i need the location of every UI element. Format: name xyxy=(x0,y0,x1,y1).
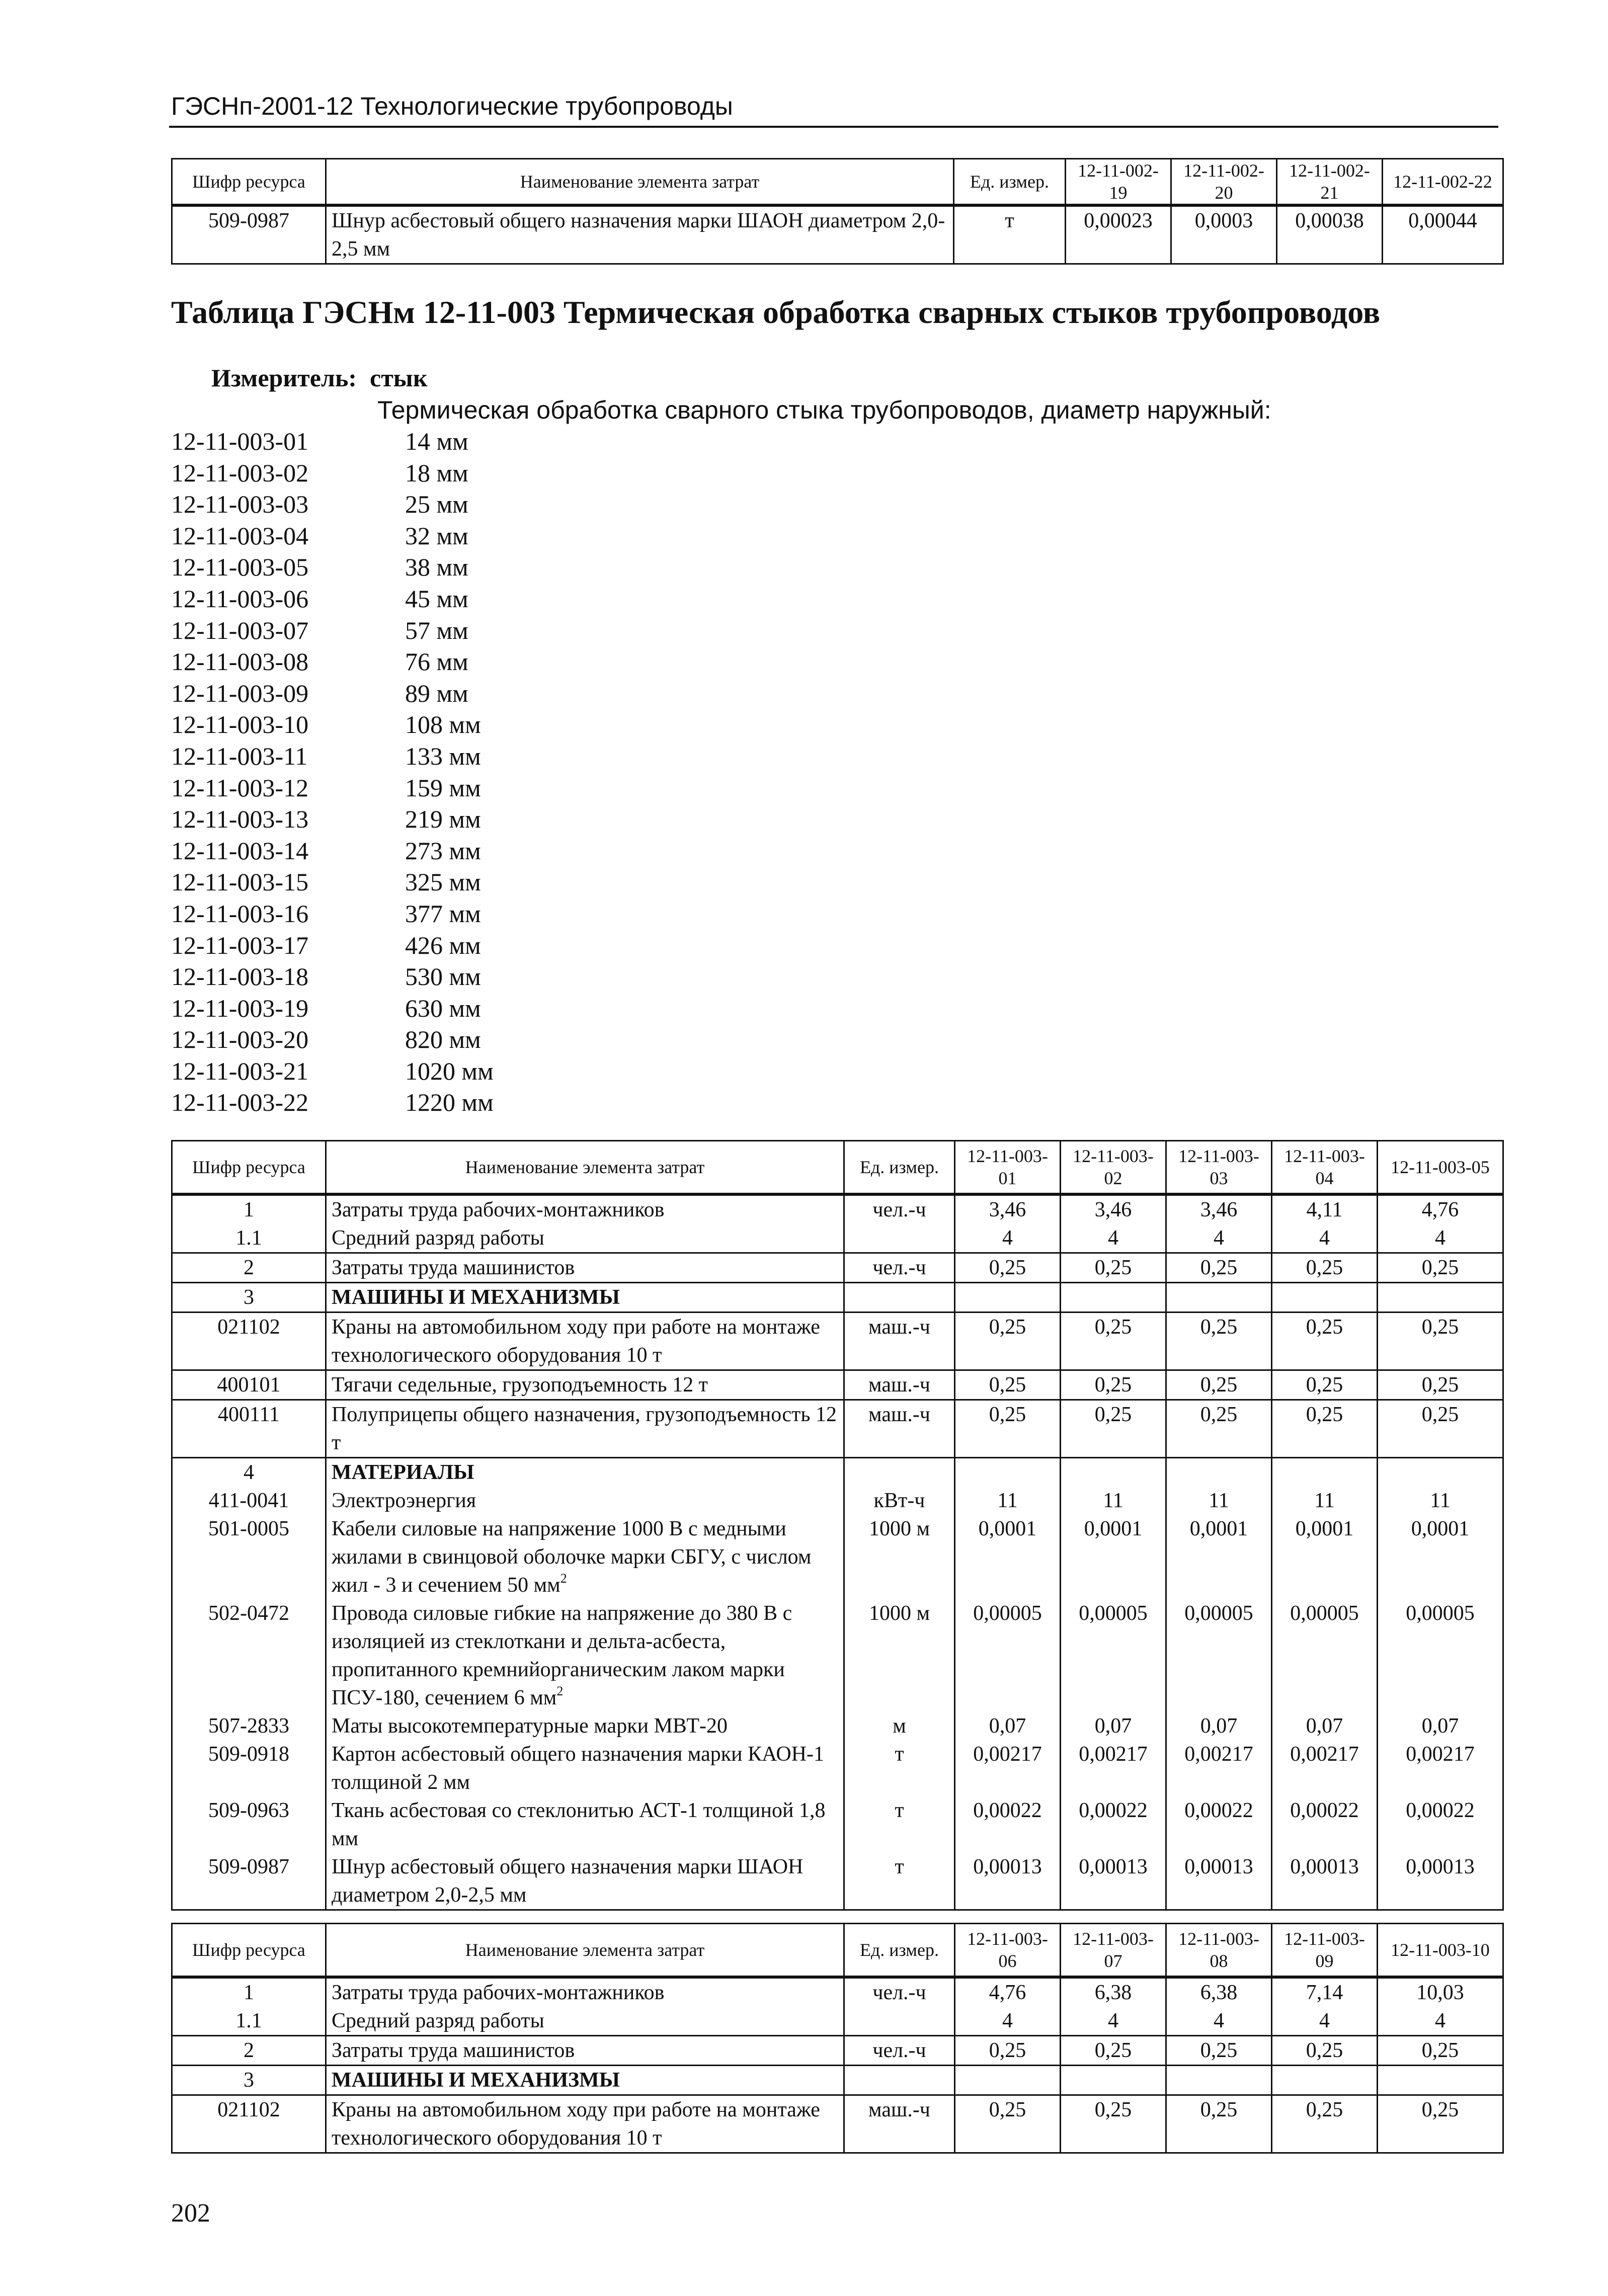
resource-code: 021102 xyxy=(172,1312,326,1370)
column-header-code: Шифр ресурса xyxy=(172,159,326,206)
norm-value: 0,07 xyxy=(955,1712,1061,1740)
resource-name: Средний разряд работы xyxy=(326,2007,844,2036)
norm-code-row xyxy=(171,426,494,457)
work-description: Термическая обработка сварного стыка трубопроводов, диаметр наружный: xyxy=(377,396,1271,424)
column-header-norm: 12-11-003-06 xyxy=(955,1924,1061,1977)
resource-unit xyxy=(844,1224,955,1253)
table-row xyxy=(172,1853,1503,1910)
norm-code-row xyxy=(171,646,494,678)
norm-value: 0,25 xyxy=(1061,2035,1166,2065)
norm-value: 0,00005 xyxy=(1272,1599,1378,1712)
norm-code-row xyxy=(171,772,494,804)
norm-value: 0,0003 xyxy=(1171,205,1277,264)
norm-value xyxy=(1378,1457,1503,1487)
norm-code: 12-11-003-02 xyxy=(171,458,309,487)
norm-value: 0,0001 xyxy=(1061,1515,1166,1599)
norm-value: 4 xyxy=(1272,1224,1378,1253)
resource-name: Затраты труда машинистов xyxy=(326,1253,844,1282)
norm-value: 0,00005 xyxy=(1061,1599,1166,1712)
column-header-norm: 12-11-003-04 xyxy=(1272,1141,1378,1194)
resource-name: Электроэнергия xyxy=(326,1487,844,1515)
norm-value: 0,00022 xyxy=(1272,1796,1378,1853)
column-header-name: Наименование элемента затрат xyxy=(326,1141,844,1194)
norm-value: 0,0001 xyxy=(1378,1515,1503,1599)
norm-value: 0,25 xyxy=(1166,1312,1272,1370)
norm-value: 0,00013 xyxy=(1378,1853,1503,1910)
norm-value: 0,07 xyxy=(1272,1712,1378,1740)
norm-code-row xyxy=(171,930,494,961)
norm-code-row xyxy=(171,457,494,489)
norm-code-row xyxy=(171,583,494,615)
table-row xyxy=(172,1515,1503,1599)
table-row xyxy=(172,1796,1503,1853)
norm-value: 0,00217 xyxy=(1378,1740,1503,1796)
resource-unit: т xyxy=(954,205,1066,264)
pipe-diameter: 89 мм xyxy=(405,679,468,707)
norm-value: 0,00013 xyxy=(1166,1853,1272,1910)
table-row xyxy=(172,2007,1503,2036)
norm-value: 0,00005 xyxy=(955,1599,1061,1712)
pipe-diameter: 219 мм xyxy=(405,805,481,834)
pipe-diameter: 108 мм xyxy=(405,710,481,739)
norm-value: 0,00044 xyxy=(1383,205,1503,264)
column-header-code: Шифр ресурса xyxy=(172,1141,326,1194)
norm-value: 6,38 xyxy=(1166,1977,1272,2007)
resource-unit: т xyxy=(844,1796,955,1853)
resource-name xyxy=(326,1515,844,1599)
norm-value: 3,46 xyxy=(1166,1194,1272,1224)
norm-value: 4 xyxy=(955,1224,1061,1253)
norm-value: 0,25 xyxy=(1378,1400,1503,1457)
column-header-norm: 12-11-003-07 xyxy=(1061,1924,1166,1977)
column-header-code: Шифр ресурса xyxy=(172,1924,326,1977)
resource-name xyxy=(326,1599,844,1712)
norm-value: 3,46 xyxy=(955,1194,1061,1224)
norm-value: 0,25 xyxy=(1378,1312,1503,1370)
resource-code: 509-0987 xyxy=(172,1853,326,1910)
column-header-unit: Ед. измер. xyxy=(954,159,1066,206)
norm-value xyxy=(955,2065,1061,2095)
norm-code-row xyxy=(171,741,494,772)
table-row xyxy=(172,1977,1503,2007)
resource-unit: 1000 м xyxy=(844,1599,955,1712)
norm-value: 0,0001 xyxy=(955,1515,1061,1599)
resource-code: 411-0041 xyxy=(172,1487,326,1515)
norm-value: 4 xyxy=(1378,1224,1503,1253)
norm-code-row xyxy=(171,835,494,867)
norm-value: 0,25 xyxy=(955,1253,1061,1282)
resource-name: Средний разряд работы xyxy=(326,1224,844,1253)
pipe-diameter: 325 мм xyxy=(405,868,481,896)
norm-value xyxy=(1166,2065,1272,2095)
norm-code: 12-11-003-19 xyxy=(171,994,309,1022)
norm-value xyxy=(955,1457,1061,1487)
resource-name: Шнур асбестовый общего назначения марки ШАОН диаметром 2,0-2,5 мм xyxy=(326,205,954,264)
table-row xyxy=(172,1194,1503,1224)
norm-value: 4 xyxy=(1166,1224,1272,1253)
resource-code: 1 xyxy=(172,1194,326,1224)
norm-value: 0,25 xyxy=(1061,2095,1166,2153)
pipe-diameter: 32 мм xyxy=(405,521,468,550)
resource-name-text: Кабели силовые на напряжение 1000 В с медными жилами в свинцовой оболочке марки СБГУ, с числом жил - 3 и сечением 50 мм xyxy=(332,1517,812,1597)
column-header-name: Наименование элемента затрат xyxy=(326,1924,844,1977)
norm-value: 0,00038 xyxy=(1277,205,1383,264)
norm-value: 0,0001 xyxy=(1166,1515,1272,1599)
norm-code-row xyxy=(171,1055,494,1087)
resource-code: 509-0987 xyxy=(172,205,326,264)
top-norm-table xyxy=(171,158,1504,265)
section-heading: МАТЕРИАЛЫ xyxy=(326,1457,844,1487)
norm-value: 0,25 xyxy=(1378,1370,1503,1400)
superscript: 2 xyxy=(556,1683,564,1698)
resource-name-text: Провода силовые гибкие на напряжение до 380 В с изоляцией из стеклоткани и дельта-асбеста, пропитанного кремнийорганическим лаком марки ПСУ-180, сечением 6 мм xyxy=(332,1601,792,1709)
norm-code-row xyxy=(171,1087,494,1118)
norm-value: 0,25 xyxy=(1166,1253,1272,1282)
column-header-unit: Ед. измер. xyxy=(844,1924,955,1977)
column-header-name: Наименование элемента затрат xyxy=(326,159,954,206)
norm-value: 11 xyxy=(1378,1487,1503,1515)
norm-value: 0,00013 xyxy=(1061,1853,1166,1910)
norm-code-row xyxy=(171,488,494,520)
norm-value xyxy=(1166,1282,1272,1312)
resource-code: 509-0918 xyxy=(172,1740,326,1796)
norm-value: 0,25 xyxy=(1272,1370,1378,1400)
norm-value: 0,00217 xyxy=(1166,1740,1272,1796)
norm-value: 0,00013 xyxy=(955,1853,1061,1910)
norm-value: 0,00023 xyxy=(1066,205,1171,264)
resource-unit: м xyxy=(844,1712,955,1740)
table-row xyxy=(172,1282,1503,1312)
norm-value: 0,07 xyxy=(1061,1712,1166,1740)
norm-value xyxy=(955,1282,1061,1312)
norm-value xyxy=(1378,2065,1503,2095)
section-heading: МАШИНЫ И МЕХАНИЗМЫ xyxy=(326,1282,844,1312)
column-header-norm: 12-11-002-22 xyxy=(1383,159,1503,206)
norm-value: 0,00005 xyxy=(1378,1599,1503,1712)
resource-unit xyxy=(844,2007,955,2036)
norm-value: 0,25 xyxy=(1272,1400,1378,1457)
norm-code-row xyxy=(171,520,494,552)
norm-value: 4 xyxy=(1166,2007,1272,2036)
norm-value: 0,0001 xyxy=(1272,1515,1378,1599)
norm-value: 0,25 xyxy=(1272,1253,1378,1282)
norm-value: 0,00022 xyxy=(1166,1796,1272,1853)
norm-value: 0,00217 xyxy=(955,1740,1061,1796)
resource-unit: маш.-ч xyxy=(844,1400,955,1457)
column-header-norm: 12-11-003-01 xyxy=(955,1141,1061,1194)
superscript: 2 xyxy=(560,1571,567,1586)
table-row xyxy=(172,1224,1503,1253)
resource-unit: маш.-ч xyxy=(844,2095,955,2153)
norm-value: 0,25 xyxy=(1166,1370,1272,1400)
resource-name: Тягачи седельные, грузоподъемность 12 т xyxy=(326,1370,844,1400)
norm-code: 12-11-003-17 xyxy=(171,931,309,959)
norm-value: 4,11 xyxy=(1272,1194,1378,1224)
column-header-norm: 12-11-003-02 xyxy=(1061,1141,1166,1194)
table-row xyxy=(172,1712,1503,1740)
resource-unit xyxy=(844,1282,955,1312)
norm-value: 11 xyxy=(1272,1487,1378,1515)
norm-code-row xyxy=(171,961,494,993)
resource-code: 507-2833 xyxy=(172,1712,326,1740)
norm-code: 12-11-003-07 xyxy=(171,616,309,644)
resource-code: 2 xyxy=(172,1253,326,1282)
pipe-diameter: 57 мм xyxy=(405,616,468,644)
resource-code: 1.1 xyxy=(172,2007,326,2036)
header-rule xyxy=(169,126,1498,128)
norm-value: 0,00022 xyxy=(1378,1796,1503,1853)
resource-unit: маш.-ч xyxy=(844,1370,955,1400)
page-number: 202 xyxy=(171,2199,210,2228)
resource-name: Затраты труда рабочих-монтажников xyxy=(326,1977,844,2007)
table-title: Таблица ГЭСНм 12-11-003 Термическая обработка сварных стыков трубопроводов xyxy=(171,294,1381,330)
resource-unit xyxy=(844,1457,955,1487)
norm-code: 12-11-003-08 xyxy=(171,647,309,676)
resource-code: 400101 xyxy=(172,1370,326,1400)
norm-value: 11 xyxy=(1061,1487,1166,1515)
norm-code-row xyxy=(171,551,494,583)
norm-value: 10,03 xyxy=(1378,1977,1503,2007)
resource-unit: чел.-ч xyxy=(844,1253,955,1282)
norm-value: 11 xyxy=(955,1487,1061,1515)
norm-value: 0,00022 xyxy=(1061,1796,1166,1853)
norm-value: 0,25 xyxy=(1166,2035,1272,2065)
resource-code: 3 xyxy=(172,2065,326,2095)
norm-value: 0,25 xyxy=(1061,1370,1166,1400)
norm-code: 12-11-003-16 xyxy=(171,899,309,928)
norm-code: 12-11-003-05 xyxy=(171,553,309,582)
pipe-diameter: 133 мм xyxy=(405,742,481,770)
resource-unit: маш.-ч xyxy=(844,1312,955,1370)
norm-code-row xyxy=(171,803,494,835)
norm-value: 0,25 xyxy=(1272,1312,1378,1370)
resource-unit: чел.-ч xyxy=(844,1977,955,2007)
column-header-norm: 12-11-003-03 xyxy=(1166,1141,1272,1194)
norm-code-row xyxy=(171,678,494,709)
resource-name: Полуприцепы общего назначения, грузоподъемность 12 т xyxy=(326,1400,844,1457)
norm-code-list xyxy=(171,426,494,1118)
resource-name: Шнур асбестовый общего назначения марки ШАОН диаметром 2,0-2,5 мм xyxy=(326,1853,844,1910)
pipe-diameter: 273 мм xyxy=(405,836,481,865)
resource-unit: т xyxy=(844,1853,955,1910)
resource-code: 021102 xyxy=(172,2095,326,2153)
norm-code-row xyxy=(171,1024,494,1055)
resource-code: 501-0005 xyxy=(172,1515,326,1599)
column-header-norm: 12-11-003-10 xyxy=(1378,1924,1503,1977)
norm-value: 0,00013 xyxy=(1272,1853,1378,1910)
resource-name: Маты высокотемпературные марки МВТ-20 xyxy=(326,1712,844,1740)
resource-code: 502-0472 xyxy=(172,1599,326,1712)
resource-code: 1 xyxy=(172,1977,326,2007)
pipe-diameter: 820 мм xyxy=(405,1025,481,1054)
norm-value: 0,25 xyxy=(955,1400,1061,1457)
norm-value: 0,25 xyxy=(955,2095,1061,2153)
column-header-norm: 12-11-002-19 xyxy=(1066,159,1171,206)
resource-name: Краны на автомобильном ходу при работе на монтаже технологического оборудования 10 т xyxy=(326,2095,844,2153)
meter-value: стык xyxy=(370,364,428,392)
table-row xyxy=(172,1400,1503,1457)
resource-unit: кВт-ч xyxy=(844,1487,955,1515)
column-header-norm: 12-11-003-05 xyxy=(1378,1141,1503,1194)
norm-value xyxy=(1061,2065,1166,2095)
norm-code: 12-11-003-11 xyxy=(171,742,308,770)
norm-value: 4,76 xyxy=(955,1977,1061,2007)
norm-value xyxy=(1061,1282,1166,1312)
norm-value xyxy=(1272,1282,1378,1312)
pipe-diameter: 18 мм xyxy=(405,458,468,487)
norm-code: 12-11-003-12 xyxy=(171,773,309,802)
resource-name: Картон асбестовый общего назначения марки КАОН-1 толщиной 2 мм xyxy=(326,1740,844,1796)
norm-value: 3,46 xyxy=(1061,1194,1166,1224)
norm-code: 12-11-003-14 xyxy=(171,836,309,865)
norm-code: 12-11-003-06 xyxy=(171,584,309,613)
norm-value: 4 xyxy=(1061,2007,1166,2036)
resource-code: 2 xyxy=(172,2035,326,2065)
pipe-diameter: 25 мм xyxy=(405,490,468,519)
column-header-norm: 12-11-003-09 xyxy=(1272,1924,1378,1977)
column-header-unit: Ед. измер. xyxy=(844,1141,955,1194)
norm-value: 11 xyxy=(1166,1487,1272,1515)
pipe-diameter: 1220 мм xyxy=(405,1088,494,1117)
norm-table-1 xyxy=(171,1140,1504,1911)
norm-value: 0,25 xyxy=(1166,1400,1272,1457)
norm-value: 0,25 xyxy=(1378,2035,1503,2065)
norm-value: 0,00005 xyxy=(1166,1599,1272,1712)
norm-code: 12-11-003-18 xyxy=(171,962,309,991)
norm-value: 4 xyxy=(1378,2007,1503,2036)
pipe-diameter: 159 мм xyxy=(405,773,481,802)
norm-value xyxy=(1272,1457,1378,1487)
table-row xyxy=(172,1312,1503,1370)
norm-code: 12-11-003-13 xyxy=(171,805,309,834)
norm-value: 4,76 xyxy=(1378,1194,1503,1224)
norm-code: 12-11-003-03 xyxy=(171,490,309,519)
norm-value: 0,00217 xyxy=(1061,1740,1166,1796)
column-header-norm: 12-11-002-20 xyxy=(1171,159,1277,206)
column-header-norm: 12-11-003-08 xyxy=(1166,1924,1272,1977)
resource-name: Затраты труда машинистов xyxy=(326,2035,844,2065)
norm-code: 12-11-003-15 xyxy=(171,868,309,896)
norm-code: 12-11-003-01 xyxy=(171,427,309,455)
pipe-diameter: 14 мм xyxy=(405,427,468,455)
norm-value: 0,25 xyxy=(1061,1312,1166,1370)
table-row xyxy=(172,1599,1503,1712)
pipe-diameter: 1020 мм xyxy=(405,1056,494,1085)
resource-unit: чел.-ч xyxy=(844,1194,955,1224)
table-row xyxy=(172,2035,1503,2065)
norm-code-row xyxy=(171,866,494,898)
norm-table-2 xyxy=(171,1923,1504,2154)
pipe-diameter: 426 мм xyxy=(405,931,481,959)
resource-code: 3 xyxy=(172,1282,326,1312)
norm-value: 0,25 xyxy=(1272,2095,1378,2153)
norm-value: 0,25 xyxy=(1166,2095,1272,2153)
pipe-diameter: 630 мм xyxy=(405,994,481,1022)
norm-code-row xyxy=(171,993,494,1024)
norm-code-row xyxy=(171,615,494,646)
norm-value: 0,25 xyxy=(955,1370,1061,1400)
resource-name: Затраты труда рабочих-монтажников xyxy=(326,1194,844,1224)
norm-code: 12-11-003-04 xyxy=(171,521,309,550)
norm-value: 4 xyxy=(955,2007,1061,2036)
table-row xyxy=(172,1740,1503,1796)
resource-unit: т xyxy=(844,1740,955,1796)
norm-code: 12-11-003-09 xyxy=(171,679,309,707)
norm-code: 12-11-003-21 xyxy=(171,1056,309,1085)
norm-value: 7,14 xyxy=(1272,1977,1378,2007)
resource-unit: 1000 м xyxy=(844,1515,955,1599)
norm-value: 0,00022 xyxy=(955,1796,1061,1853)
meter-label: Измеритель: xyxy=(211,364,357,392)
norm-value: 0,25 xyxy=(1378,2095,1503,2153)
column-header-norm: 12-11-002-21 xyxy=(1277,159,1383,206)
table-row xyxy=(172,1487,1503,1515)
pipe-diameter: 76 мм xyxy=(405,647,468,676)
resource-code: 400111 xyxy=(172,1400,326,1457)
resource-unit xyxy=(844,2065,955,2095)
table-row xyxy=(172,2065,1503,2095)
norm-value: 0,25 xyxy=(1378,1253,1503,1282)
norm-value: 6,38 xyxy=(1061,1977,1166,2007)
norm-code-row xyxy=(171,709,494,741)
resource-code: 1.1 xyxy=(172,1224,326,1253)
pipe-diameter: 38 мм xyxy=(405,553,468,582)
norm-value xyxy=(1061,1457,1166,1487)
norm-code-row xyxy=(171,898,494,930)
norm-value xyxy=(1166,1457,1272,1487)
resource-unit: чел.-ч xyxy=(844,2035,955,2065)
resource-name: Ткань асбестовая со стеклонитью АСТ-1 толщиной 1,8 мм xyxy=(326,1796,844,1853)
norm-value: 0,25 xyxy=(955,1312,1061,1370)
norm-value: 0,25 xyxy=(1272,2035,1378,2065)
pipe-diameter: 377 мм xyxy=(405,899,481,928)
norm-value: 0,07 xyxy=(1378,1712,1503,1740)
norm-value: 0,25 xyxy=(955,2035,1061,2065)
pipe-diameter: 530 мм xyxy=(405,962,481,991)
resource-code: 509-0963 xyxy=(172,1796,326,1853)
running-header: ГЭСНп-2001-12 Технологические трубопроводы xyxy=(171,92,733,120)
meter-line xyxy=(211,363,428,392)
section-heading: МАШИНЫ И МЕХАНИЗМЫ xyxy=(326,2065,844,2095)
table-row xyxy=(172,2095,1503,2153)
norm-code: 12-11-003-20 xyxy=(171,1025,309,1054)
norm-value: 0,25 xyxy=(1061,1400,1166,1457)
norm-value: 4 xyxy=(1061,1224,1166,1253)
norm-value xyxy=(1272,2065,1378,2095)
resource-name: Краны на автомобильном ходу при работе на монтаже технологического оборудования 10 т xyxy=(326,1312,844,1370)
norm-value: 0,07 xyxy=(1166,1712,1272,1740)
pipe-diameter: 45 мм xyxy=(405,584,468,613)
norm-code: 12-11-003-22 xyxy=(171,1088,309,1117)
norm-value xyxy=(1378,1282,1503,1312)
norm-value: 0,25 xyxy=(1061,1253,1166,1282)
table-row xyxy=(172,1253,1503,1282)
table-row xyxy=(172,1370,1503,1400)
norm-value: 0,00217 xyxy=(1272,1740,1378,1796)
norm-code: 12-11-003-10 xyxy=(171,710,309,739)
resource-code: 4 xyxy=(172,1457,326,1487)
norm-value: 4 xyxy=(1272,2007,1378,2036)
table-row xyxy=(172,1457,1503,1487)
